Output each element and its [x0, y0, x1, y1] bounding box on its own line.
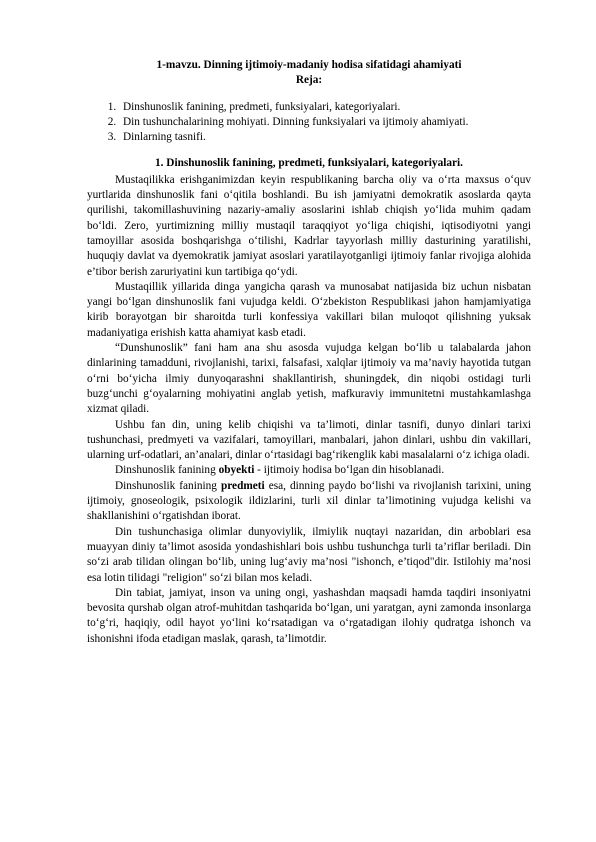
- plan-item: 3. Dinlarning tasnifi.: [119, 130, 531, 145]
- term-subject: predmeti: [220, 479, 265, 492]
- plan-item: 2. Din tushunchalarining mohiyati. Dinning funksiyalari va ijtimoiy ahamiyati.: [119, 115, 531, 130]
- text-run: esa, dinning paydo bo‘lishi va rivojlanish tarixini, uning ijtimoiy, gnoseologik, psixologik ildizlarini, turli xil dinlar ta’limotining vujudga kelishi va shakllanishini o‘rgatishdan iborat.: [87, 479, 531, 523]
- section-heading: 1. Dinshunoslik fanining, predmeti, funksiyalari, kategoriyalari.: [155, 157, 463, 170]
- document-title: 1-mavzu. Dinning ijtimoiy-madaniy hodisa sifatidagi ahamiyati: [156, 59, 462, 71]
- text-run: - ijtimoiy hodisa bo‘lgan din hisoblanadi.: [254, 464, 445, 477]
- paragraph-subject: [87, 479, 531, 525]
- paragraph: Mustaqilikka erishganimizdan keyin respublikaning barcha oliy va o‘rta maxsus o‘quv yurtlarida dinshunoslik fani o‘qitila boshlandi. Bu ish jamiyatni demokratik asoslarda qayta qurilishi, takomillashuvining nazariy-amaliy asoslarini ishlab chiqish yo‘lida muhim qadam bo‘ldi. Zero, yurtimizning milliy mustaqil taraqqiyot yo‘liga chiqishi, iqtisodiyotni yangi tamoyillar asosida boshqarishga o‘tilishi, Kadrlar tayyorlash milliy dasturining yaratilishi, huquqiy davlat va dyemokratik jamiyat asoslari yaratilayotganligi ijtimoiy fanlar rivojiga alohida e’tibor berish zaruriyatini kun tartibiga qo‘ydi.: [87, 173, 531, 278]
- paragraph: “Dunshunoslik” fani ham ana shu asosda vujudga kelgan bo‘lib u talabalarda jahon dinlarining tamadduni, rivojlanishi, tarixi, falsafasi, xalqlar ijtimoiy va ma’naviy hayotida tutgan o‘rni bo‘yicha ilmiy dunyoqarashni shakllantirish, shuningdek, din niqobi ostidagi turli buzg‘unchi g‘oyalarning mohiyatini anglab yetish, mafkuraviy immunitetni mustahkamlashga xizmat qiladi.: [87, 342, 531, 416]
- paragraph: Ushbu fan din, uning kelib chiqishi va ta’limoti, dinlar tasnifi, dunyo dinlari tarixi tushunchasi, predmyeti va vazifalari, tamoyillari, manbalari, jahon dinlari, ushbu din vakillari, ularning urf-odatlari, an’analari, dinlar o‘rtasidagi bag‘rikenglik kabi masalalarni o‘z ichiga oladi.: [87, 418, 531, 462]
- plan-list: [87, 100, 531, 146]
- paragraph-object: [87, 463, 531, 478]
- plan-item: 1. Dinshunoslik fanining, predmeti, funksiyalari, kategoriyalari.: [119, 100, 531, 115]
- text-run: Dinshunoslik fanining: [115, 479, 221, 492]
- plan-heading: Reja:: [295, 74, 323, 87]
- document-page: [87, 58, 531, 647]
- term-object: obyekti: [218, 464, 255, 477]
- paragraph: Mustaqillik yillarida dinga yangicha qarash va munosabat natijasida biz uchun nisbatan yangi bo‘lgan dinshunoslik fani vujudga keldi. O‘zbekiston Respublikasi jahon hamjamiyatiga kirib borayotgan bir sharoitda turli konfessiya vakillari bilan muloqot qilishning yuksak madaniyatiga erishish katta ahamiyat kasb etadi.: [87, 280, 531, 339]
- paragraph: Din tabiat, jamiyat, inson va uning ongi, yashashdan maqsadi hamda taqdiri insoniyatni bevosita qurshab olgan atrof-muhitdan tashqarida bo‘lgan, uni yaratgan, ayni zamonda insonlarga to‘g‘ri, haqiqiy, odil hayot yo‘lini ko‘rsatadigan va o‘rgatadigan ilohiy qudratga ishonch va ishonishni ifoda etadigan maslak, qarash, ta’limotdir.: [87, 586, 531, 645]
- text-run: Dinshunoslik fanining: [115, 464, 219, 477]
- paragraph: Din tushunchasiga olimlar dunyoviylik, ilmiylik nuqtayi nazaridan, din arboblari esa muayyan diniy ta’limot asosida yondashishlari bois ushbu tushunchga turli ta’riflar beriladi. Din so‘zi arab tilidan olingan bo‘lib, uning lug‘aviy ma’nosi "ishonch, e’tiqod"dir. Istilohiy ma’nosi esa lotin tilidagi "religion" so‘zi bilan mos keladi.: [87, 525, 531, 584]
